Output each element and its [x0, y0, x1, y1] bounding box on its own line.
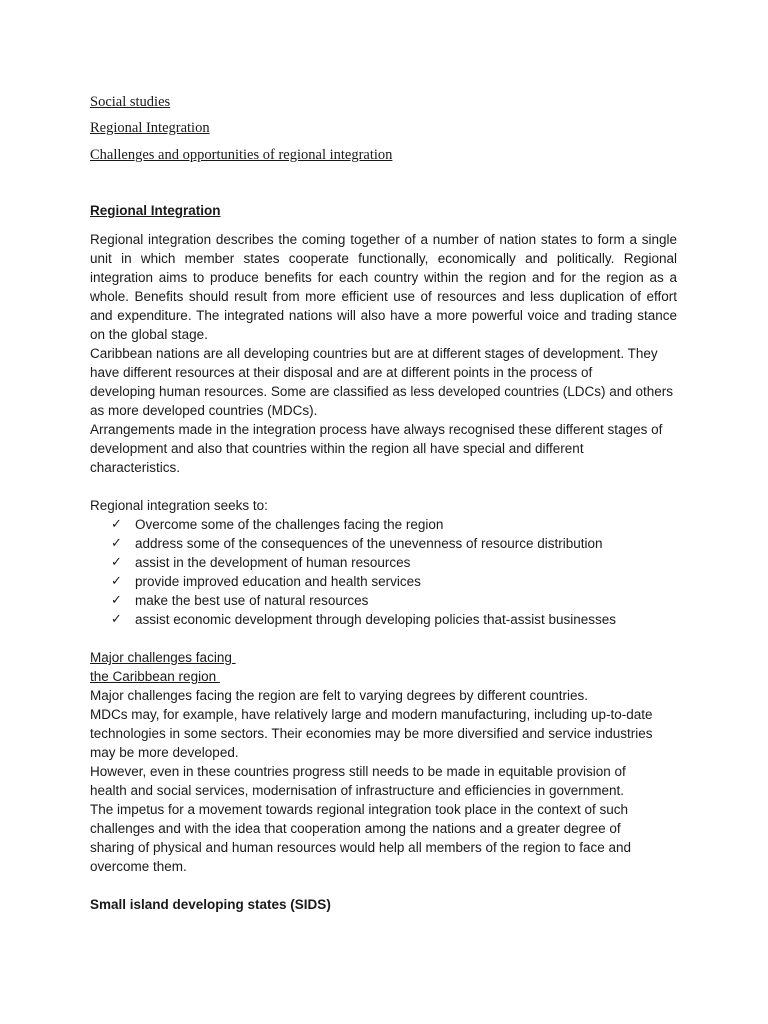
text-line: characteristics. [90, 460, 181, 475]
text-line: sharing of physical and human resources would help all members of the region to face and [90, 840, 632, 855]
list-item: ✓ assist in the development of human resources [111, 555, 411, 570]
arrangements-paragraph [90, 420, 677, 477]
text-line: Caribbean nations are all developing countries but are at different stages of development. They [90, 346, 658, 361]
text-line: However, even in these countries progress still needs to be made in equitable provision of [90, 764, 626, 779]
text-line: Arrangements made in the integration process have always recognised these different stages of [90, 422, 663, 437]
subject-heading: Social studies [90, 94, 171, 110]
checkmark-icon: ✓ [111, 593, 122, 608]
checkmark-icon: ✓ [111, 612, 122, 627]
text-line: challenges and with the idea that cooperation among the nations and a greater degree of [90, 821, 621, 836]
challenges-title-line1: Major challenges facing [90, 650, 236, 665]
text-line: may be more developed. [90, 745, 239, 760]
text-line: health and social services, modernisation of infrastructure and efficiencies in government. [90, 783, 625, 798]
list-item: ✓ make the best use of natural resources [111, 593, 369, 608]
checkmark-icon: ✓ [111, 536, 122, 551]
text-line: MDCs may, for example, have relatively large and modern manufacturing, including up-to-date [90, 707, 653, 722]
list-item: ✓ address some of the consequences of the unevenness of resource distribution [111, 536, 603, 551]
checkmark-icon: ✓ [111, 517, 122, 532]
checkmark-icon: ✓ [111, 574, 122, 589]
text-line: Major challenges facing the region are felt to varying degrees by different countries. [90, 688, 589, 703]
seeks-list [90, 515, 677, 629]
subtopic-heading: Challenges and opportunities of regional integration [90, 147, 393, 163]
text-line: as more developed countries (MDCs). [90, 403, 318, 418]
list-item: ✓ provide improved education and health services [111, 574, 421, 589]
topic-heading: Regional Integration [90, 120, 210, 136]
sids-title: Small island developing states (SIDS) [90, 897, 331, 912]
text-line: development and also that countries within the region all have special and different [90, 441, 584, 456]
list-item: ✓ assist economic development through developing policies that-assist businesses [111, 612, 617, 627]
text-line: The impetus for a movement towards regional integration took place in the context of such [90, 802, 629, 817]
challenges-title-line2: the Caribbean region [90, 669, 220, 684]
checkmark-icon: ✓ [111, 555, 122, 570]
text-line: developing human resources. Some are classified as less developed countries (LDCs) and others [90, 384, 674, 399]
section-title-regional-integration: Regional Integration [90, 203, 221, 218]
caribbean-paragraph [90, 344, 677, 420]
text-line: technologies in some sectors. Their economies may be more diversified and service industries [90, 726, 653, 741]
seeks-intro: Regional integration seeks to: [90, 498, 268, 513]
challenges-paragraph [90, 686, 677, 876]
document-body [90, 201, 677, 914]
text-line: have different resources at their disposal and are at different points in the process of [90, 365, 593, 380]
intro-paragraph: Regional integration describes the coming together of a number of nation states to form a single unit in which member states cooperate functionally, economically and politically. Regional integration aims to produce benefits for each country within the region and for the region as a whole. Benefits should result from more efficient use of resources and less duplication of effort and expenditure. The integrated nations will also have a more powerful voice and trading stance on the global stage. [90, 232, 677, 342]
text-line: overcome them. [90, 859, 187, 874]
list-item: ✓ Overcome some of the challenges facing the region [111, 517, 444, 532]
